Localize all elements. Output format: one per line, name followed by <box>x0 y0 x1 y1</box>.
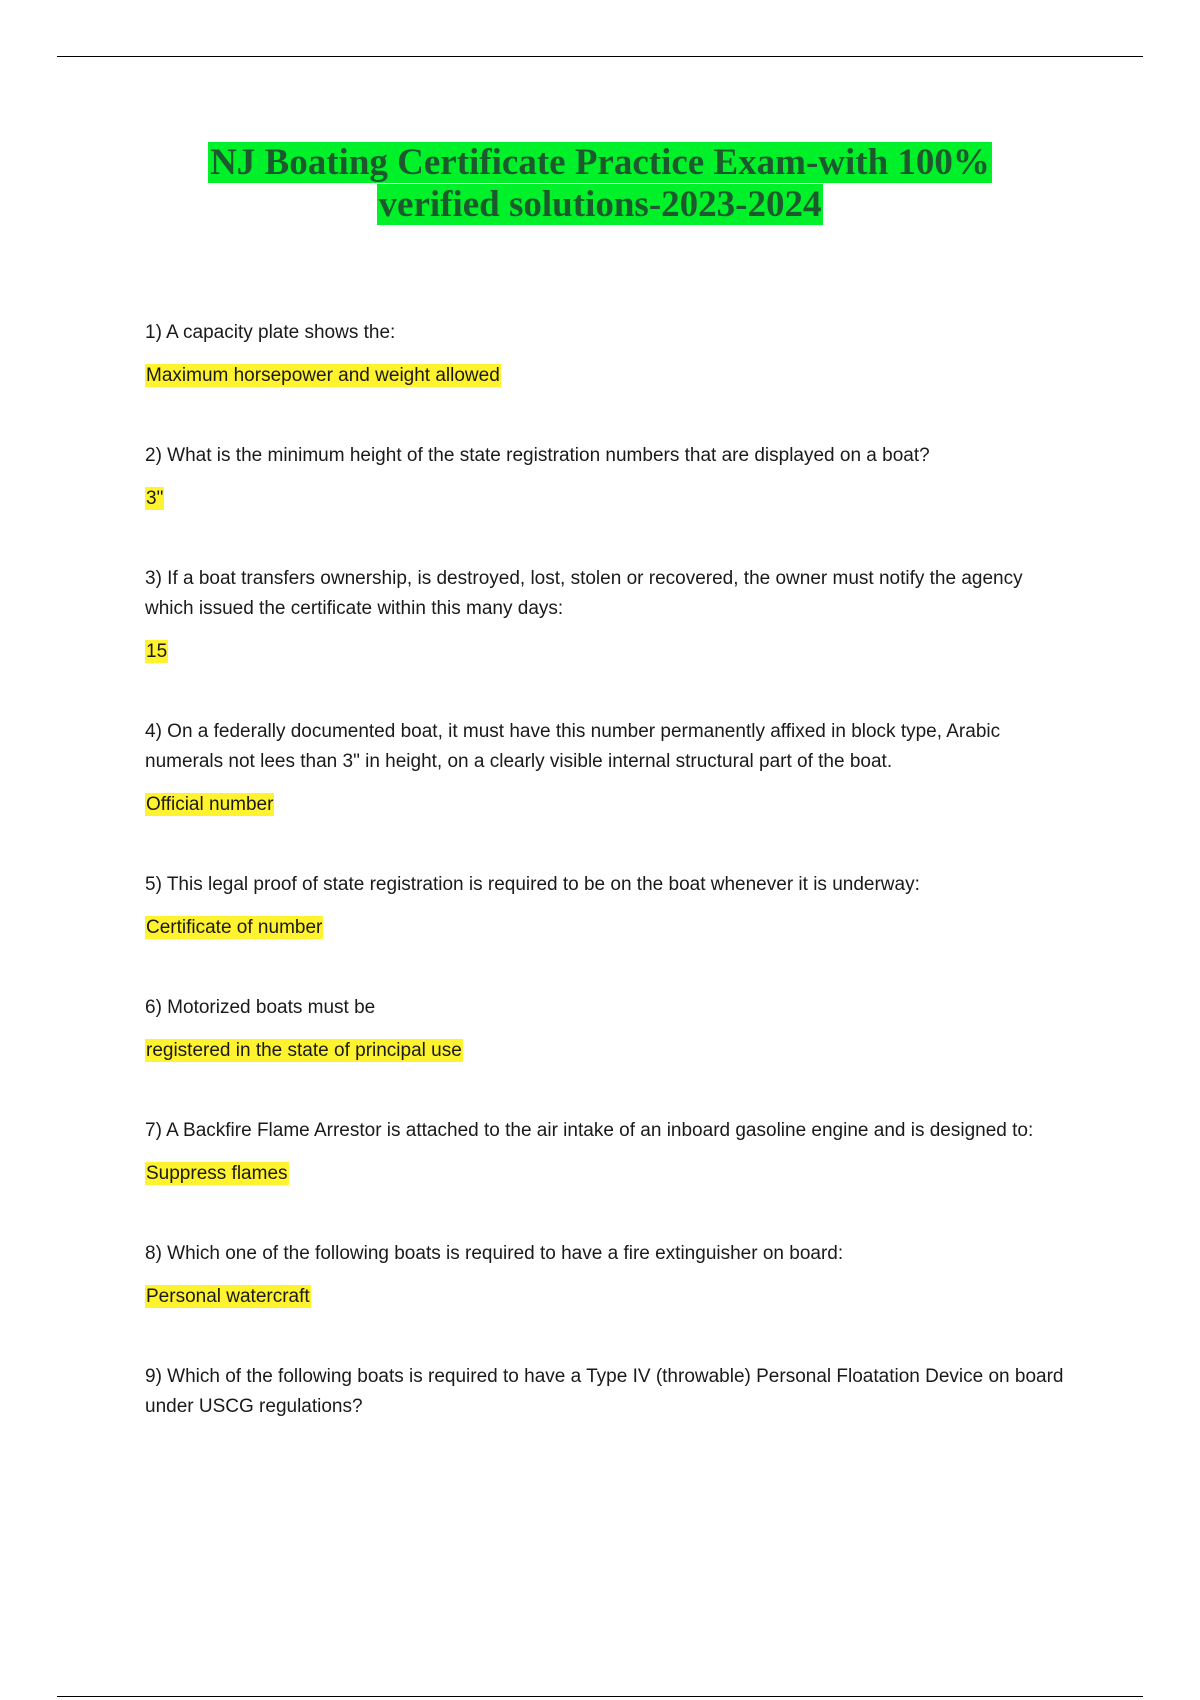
question-item-8 <box>145 1239 1075 1311</box>
question-text: 1) A capacity plate shows the: <box>145 322 396 343</box>
answer-text <box>145 362 1075 390</box>
question-item-2 <box>145 441 1075 513</box>
answer-highlight: Personal watercraft <box>146 1286 310 1307</box>
question-item-5 <box>145 870 1075 942</box>
question-item-6 <box>145 993 1075 1065</box>
answer-text <box>145 485 1075 513</box>
question-text: 6) Motorized boats must be <box>145 997 376 1018</box>
answer-highlight: Suppress flames <box>146 1163 288 1184</box>
answer-text <box>145 1160 1075 1188</box>
question-list <box>145 318 1075 1473</box>
title-line-2: verified solutions-2023-2024 <box>378 184 822 225</box>
answer-text <box>145 1037 1075 1065</box>
answer-text <box>145 914 1075 942</box>
question-text: 9) Which of the following boats is required to have a Type IV (throwable) Personal Floatation Device on board under USCG regulations? <box>145 1366 1064 1417</box>
question-item-9 <box>145 1362 1075 1422</box>
question-item-4 <box>145 717 1075 819</box>
answer-highlight: Certificate of number <box>146 917 323 938</box>
answer-text <box>145 1283 1075 1311</box>
question-text: 4) On a federally documented boat, it must have this number permanently affixed in block type, Arabic numerals not lees than 3" in height, on a clearly visible internal structural part of the boat. <box>145 721 1001 772</box>
question-text: 5) This legal proof of state registration is required to be on the boat whenever it is underway: <box>145 874 920 895</box>
top-rule <box>57 56 1143 57</box>
title-line-1: NJ Boating Certificate Practice Exam-with 100% <box>210 142 990 183</box>
answer-highlight: 3" <box>146 488 164 509</box>
question-item-1 <box>145 318 1075 390</box>
bottom-rule <box>57 1696 1143 1697</box>
document-title <box>0 142 1200 226</box>
question-text: 8) Which one of the following boats is required to have a fire extinguisher on board: <box>145 1243 844 1264</box>
question-text: 7) A Backfire Flame Arrestor is attached to the air intake of an inboard gasoline engine and is designed to: <box>145 1120 1034 1141</box>
answer-text <box>145 791 1075 819</box>
answer-highlight: registered in the state of principal use <box>146 1040 462 1061</box>
answer-text <box>145 638 1075 666</box>
answer-highlight: Official number <box>146 794 274 815</box>
question-text: 2) What is the minimum height of the state registration numbers that are displayed on a boat? <box>145 445 930 466</box>
answer-highlight: 15 <box>146 641 168 662</box>
question-item-3 <box>145 564 1075 666</box>
answer-highlight: Maximum horsepower and weight allowed <box>146 365 500 386</box>
question-item-7 <box>145 1116 1075 1188</box>
question-text: 3) If a boat transfers ownership, is destroyed, lost, stolen or recovered, the owner must notify the agency which issued the certificate within this many days: <box>145 568 1023 619</box>
